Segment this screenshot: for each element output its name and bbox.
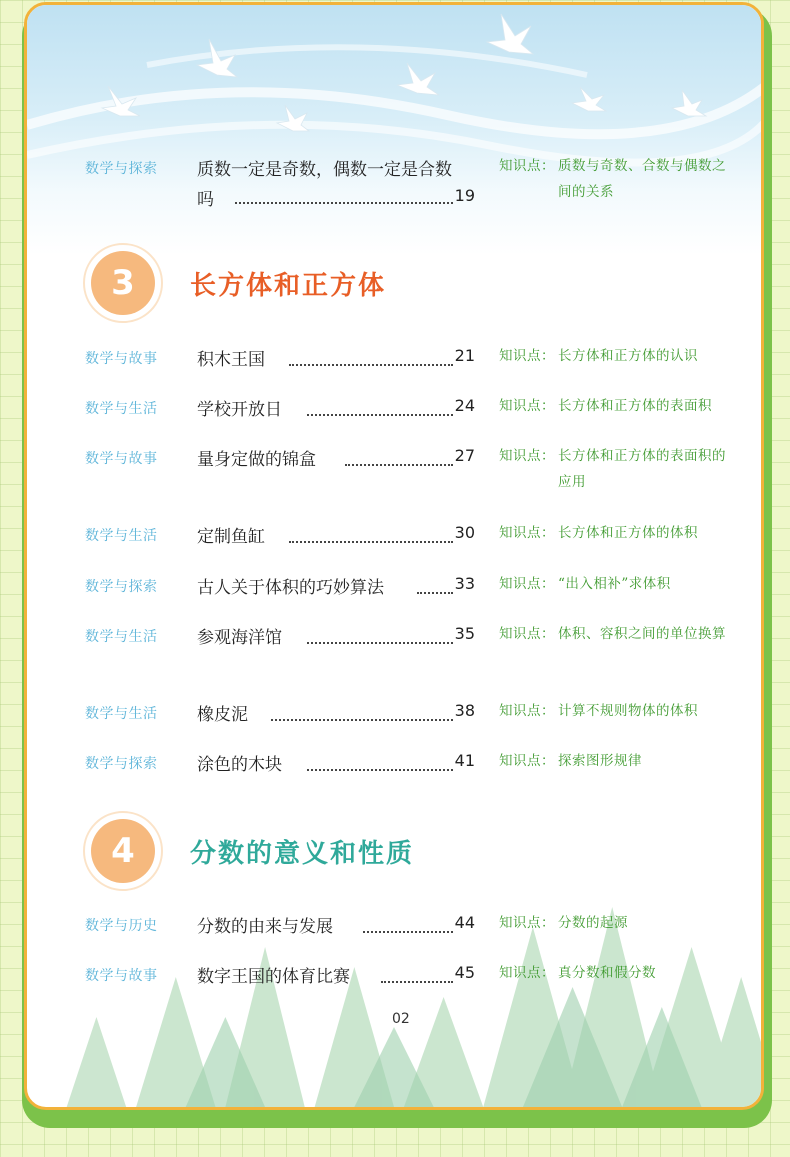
leader-dots (307, 755, 453, 771)
leader-dots (271, 705, 453, 721)
entry-page: 44 (454, 913, 475, 932)
knowledge-text: 计算不规则物体的体积 (558, 703, 698, 719)
entry-category: 数学与故事 (85, 351, 158, 367)
knowledge-label: 知识点： (499, 348, 555, 364)
entry-category: 数学与生活 (85, 706, 158, 722)
entry-category: 数学与探索 (85, 756, 158, 772)
knowledge-text: 长方体和正方体的表面积 (558, 398, 712, 414)
entry-title: 涂色的木块 (197, 755, 282, 775)
knowledge-text: 质数与奇数、合数与偶数之间的关系 (558, 158, 726, 200)
entry-page: 38 (454, 701, 475, 720)
chapter-title: 分数的意义和性质 (190, 839, 415, 869)
knowledge-text: 长方体和正方体的认识 (558, 348, 698, 364)
entry-page: 35 (454, 624, 475, 643)
knowledge-point (499, 698, 739, 724)
dove-icon (572, 87, 606, 111)
entry-title: 量身定做的锦盒 (197, 450, 316, 470)
knowledge-text: 长方体和正方体的表面积的应用 (558, 448, 726, 490)
entry-category: 数学与故事 (85, 968, 158, 984)
knowledge-point (499, 393, 739, 419)
knowledge-text: 真分数和假分数 (558, 965, 656, 981)
toc-entry-intro[interactable] (27, 158, 761, 218)
leader-dots (307, 400, 453, 416)
leader-dots (381, 967, 453, 983)
knowledge-label: 知识点： (499, 703, 555, 719)
chapter-badge (83, 243, 167, 327)
tree-icon (67, 1017, 127, 1107)
leader-dots (417, 578, 453, 594)
entry-title: 积木王国 (197, 350, 265, 370)
knowledge-point (499, 748, 739, 774)
entry-page: 30 (454, 523, 475, 542)
entry-category: 数学与探索 (85, 579, 158, 595)
knowledge-label: 知识点： (499, 448, 555, 464)
knowledge-label: 知识点： (499, 915, 555, 931)
dove-icon (672, 90, 706, 116)
entry-page: 21 (454, 346, 475, 365)
leader-dots (289, 527, 453, 543)
knowledge-point (499, 621, 739, 647)
entry-title: 分数的由来与发展 (197, 917, 333, 937)
entry-page: 27 (454, 446, 475, 465)
toc-page (24, 2, 764, 1110)
knowledge-label: 知识点： (499, 965, 555, 981)
leader-dots (345, 450, 453, 466)
knowledge-text: 分数的起源 (558, 915, 628, 931)
page-number: 02 (392, 1011, 410, 1027)
leader-dots (235, 188, 453, 204)
chapter-number: 4 (91, 819, 155, 883)
entry-category: 数学与故事 (85, 451, 158, 467)
knowledge-text: “出入相补”求体积 (558, 576, 671, 592)
knowledge-label: 知识点： (499, 576, 555, 592)
knowledge-point (499, 960, 739, 986)
entry-category: 数学与生活 (85, 629, 158, 645)
entry-page: 33 (454, 574, 475, 593)
knowledge-point (499, 910, 739, 936)
knowledge-label: 知识点： (499, 525, 555, 541)
entry-title: 学校开放日 (197, 400, 282, 420)
toc-entry[interactable] (27, 448, 761, 508)
chapter-title: 长方体和正方体 (190, 271, 387, 301)
entry-title: 橡皮泥 (197, 705, 248, 725)
knowledge-point (499, 343, 739, 369)
chapter-number: 3 (91, 251, 155, 315)
leader-dots (363, 917, 453, 933)
entry-page: 41 (454, 751, 475, 770)
entry-title: 参观海洋馆 (197, 628, 282, 648)
knowledge-label: 知识点： (499, 753, 555, 769)
toc-entry[interactable] (27, 626, 761, 686)
entry-title-line2: 吗 (197, 190, 214, 210)
entry-title: 数字王国的体育比赛 (197, 967, 350, 987)
entry-title: 定制鱼缸 (197, 527, 265, 547)
entry-category: 数学与历史 (85, 918, 158, 934)
leader-dots (307, 628, 453, 644)
chapter-badge (83, 811, 167, 895)
knowledge-label: 知识点： (499, 398, 555, 414)
knowledge-point (499, 443, 739, 495)
entry-page: 19 (454, 186, 475, 205)
knowledge-label: 知识点： (499, 626, 555, 642)
entry-title: 质数一定是奇数，偶数一定是合数 (197, 160, 452, 180)
entry-category: 数学与探索 (85, 161, 158, 177)
knowledge-text: 体积、容积之间的单位换算 (558, 626, 726, 642)
entry-category: 数学与生活 (85, 401, 158, 417)
dove-icon (397, 63, 439, 95)
knowledge-text: 长方体和正方体的体积 (558, 525, 698, 541)
entry-page: 45 (454, 963, 475, 982)
leader-dots (289, 350, 453, 366)
dove-icon (487, 14, 533, 54)
knowledge-point (499, 153, 739, 205)
knowledge-label: 知识点： (499, 158, 555, 174)
knowledge-point (499, 571, 739, 597)
knowledge-text: 探索图形规律 (558, 753, 642, 769)
entry-title: 古人关于体积的巧妙算法 (197, 578, 384, 598)
toc-entry[interactable] (27, 753, 761, 813)
entry-page: 24 (454, 396, 475, 415)
knowledge-point (499, 520, 739, 546)
entry-category: 数学与生活 (85, 528, 158, 544)
